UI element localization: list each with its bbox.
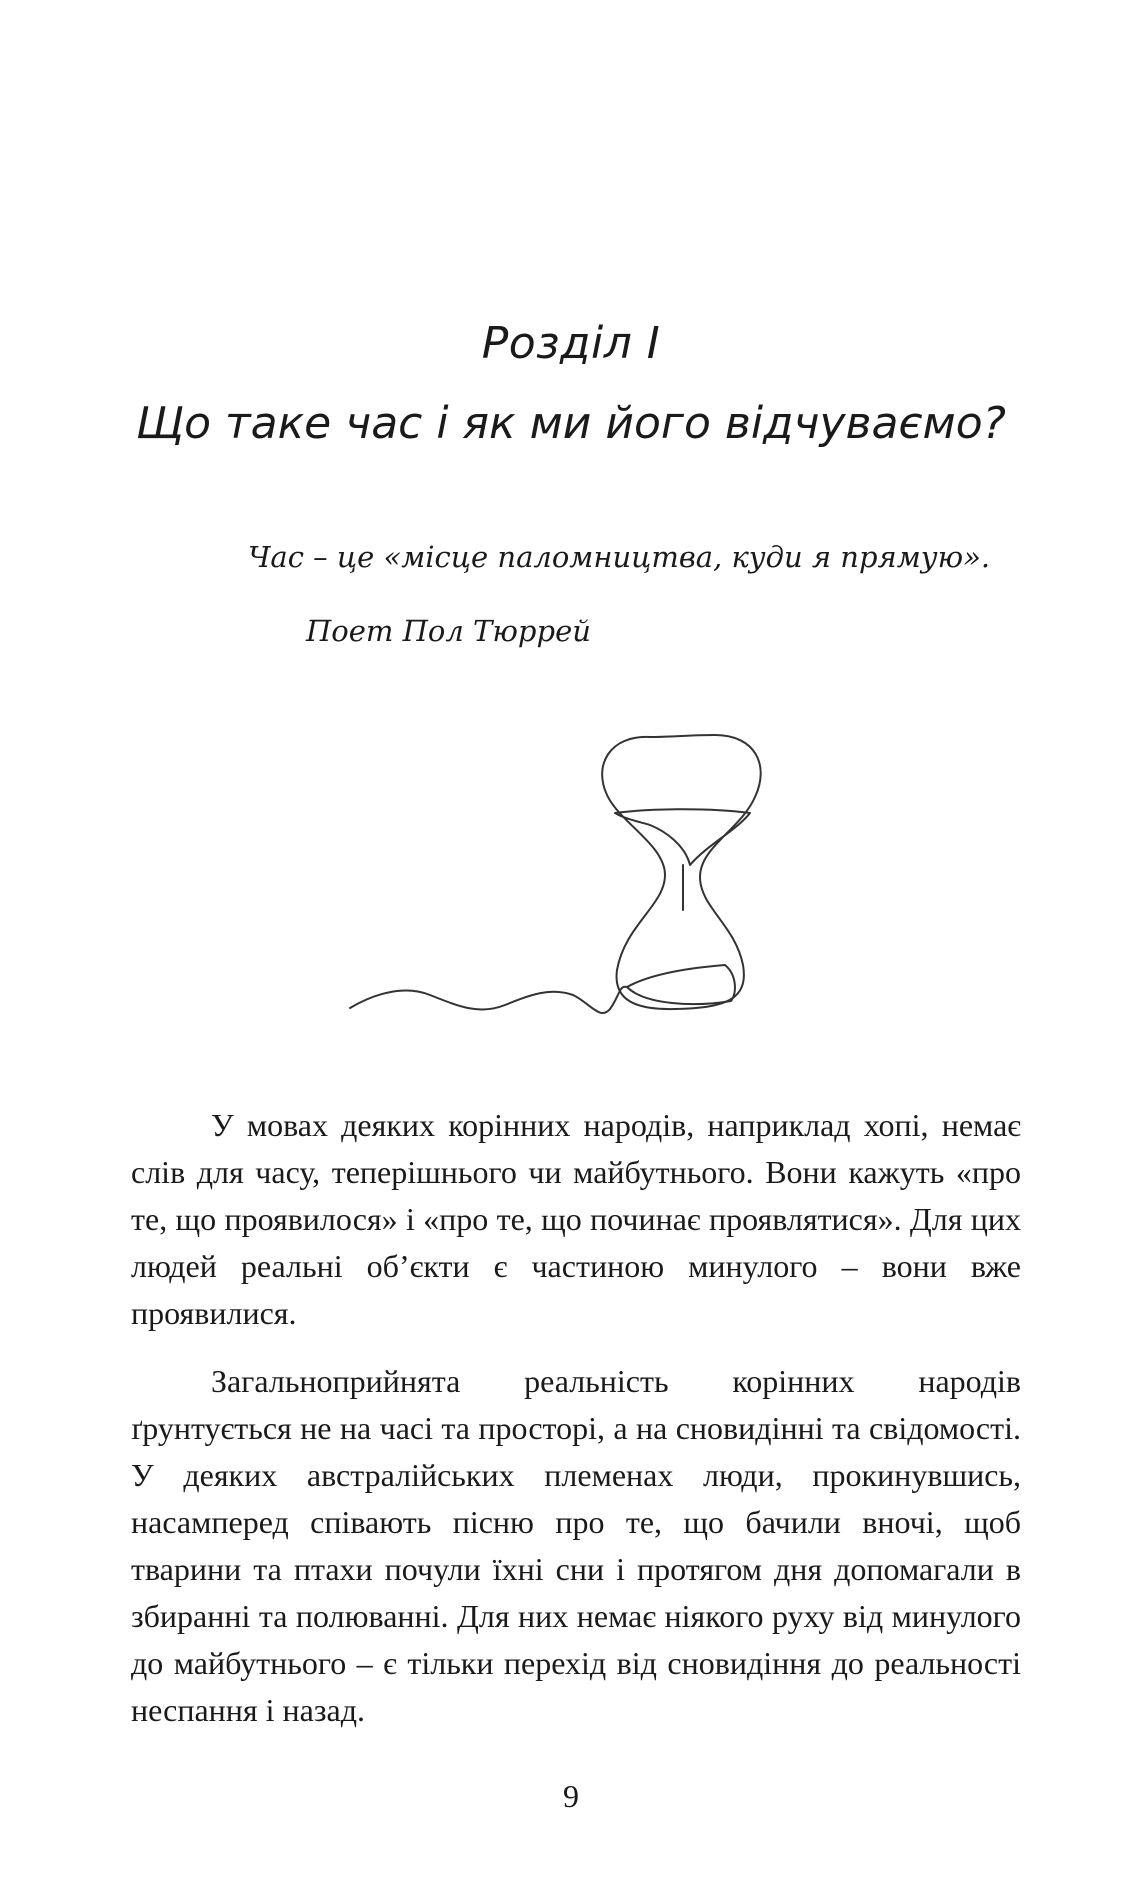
page-number: 9 — [563, 1778, 579, 1814]
hourglass-line-drawing-icon — [345, 725, 815, 1025]
chapter-number: Розділ І — [481, 318, 661, 369]
body-paragraph-1: У мовах деяких корінних народів, наприклад хопі, немає слів для часу, теперішнього чи майбутнього. Вони кажуть «про те, що проявилося» і «про те, що починає проявлятися». Для цих людей реальні об’єкти є частиною минулого – вони вже проявилися. — [131, 1107, 1021, 1331]
body-paragraph-2: Загальноприйнята реальність корінних народів ґрунтується не на часі та просторі, а на сновидінні та свідомості. У деяких австралійських племенах люди, прокинувшись, насамперед співають пісню про те, що бачили вночі, щоб тварини та птахи почули їхні сни і протягом дня допомагали в збиранні та полюванні. Для них немає ніякого руху від минулого до майбутнього – є тільки перехід від сновидіння до реальності неспання і назад. — [131, 1363, 1021, 1728]
chapter-title: Що таке час і як ми його відчуваємо? — [135, 398, 1007, 449]
epigraph-author: Поет Пол Тюррей — [306, 614, 591, 648]
epigraph-quote: Час – це «місце паломництва, куди я прямую». — [248, 540, 991, 574]
